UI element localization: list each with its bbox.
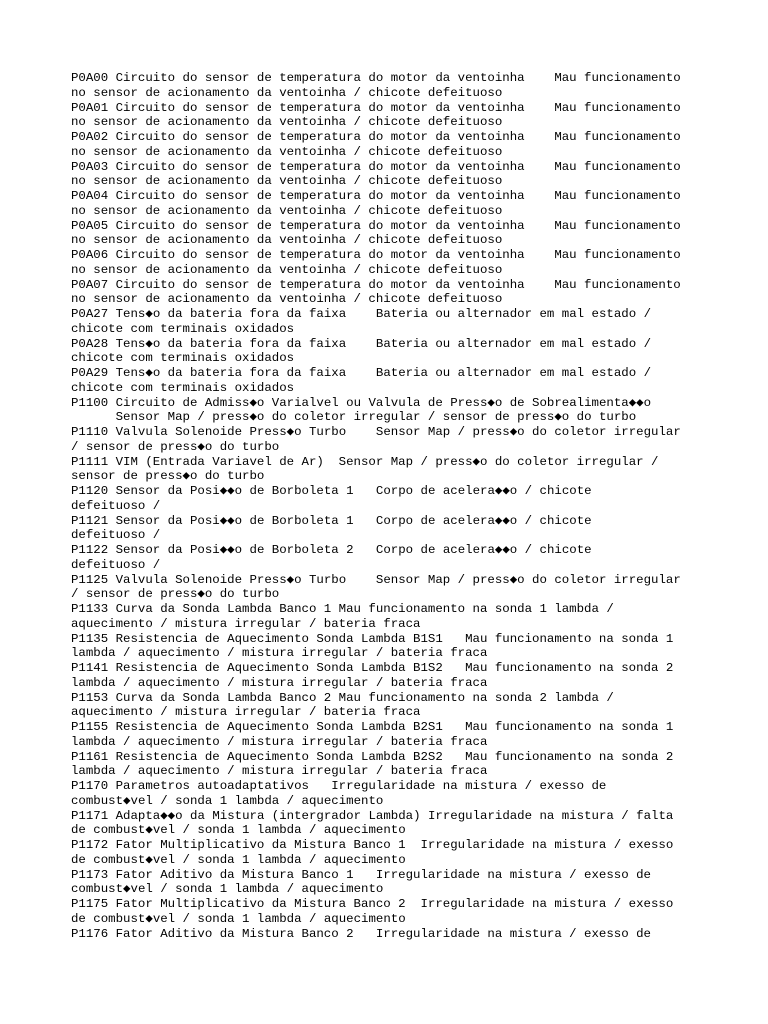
text-line: P1153 Curva da Sonda Lambda Banco 2 Mau funcionamento na sonda 2 lambda / — [71, 690, 614, 705]
text-line: P0A27 Tens◆o da bateria fora da faixa Bateria ou alternador em mal estado / — [71, 307, 652, 321]
text-line: defeituoso / — [71, 557, 161, 572]
text-line: lambda / aquecimento / mistura irregular / bateria fraca — [71, 734, 488, 749]
text-line: / sensor de press◆o do turbo — [71, 587, 280, 602]
text-line: P1111 VIM (Entrada Variavel de Ar) Sensor Map / press◆o do coletor irregular / — [71, 454, 659, 469]
text-line: P0A02 Circuito do sensor de temperatura do motor da ventoinha Mau funcionamento — [71, 130, 681, 144]
text-line: lambda / aquecimento / mistura irregular / bateria fraca — [71, 646, 488, 661]
text-line: Sensor Map / press◆o do coletor irregular / sensor de press◆o do turbo — [71, 410, 637, 425]
text-line: P0A06 Circuito do sensor de temperatura do motor da ventoinha Mau funcionamento — [71, 248, 681, 262]
text-line: P0A05 Circuito do sensor de temperatura do motor da ventoinha Mau funcionamento — [71, 218, 681, 233]
text-line: P0A00 Circuito do sensor de temperatura do motor da ventoinha Mau funcionamento — [71, 71, 681, 85]
text-line: P1161 Resistencia de Aquecimento Sonda Lambda B2S2 Mau funcionamento na sonda 2 — [71, 749, 674, 764]
text-line: P1133 Curva da Sonda Lambda Banco 1 Mau funcionamento na sonda 1 lambda / — [71, 602, 614, 616]
text-line: no sensor de acionamento da ventoinha / chicote defeituoso — [71, 262, 503, 277]
text-line: P1100 Circuito de Admiss◆o Varialvel ou Valvula de Press◆o de Sobrealimenta◆◆o — [71, 395, 652, 410]
text-line: P1171 Adapta◆◆o da Mistura (intergrador Lambda) Irregularidade na mistura / falta — [71, 808, 674, 823]
text-line: no sensor de acionamento da ventoinha / chicote defeituoso — [71, 144, 503, 159]
text-line: de combust◆vel / sonda 1 lambda / aquecimento — [71, 911, 406, 926]
text-line: defeituoso / — [71, 528, 161, 543]
text-line: no sensor de acionamento da ventoinha / chicote defeituoso — [71, 115, 503, 130]
text-line: chicote com terminais oxidados — [71, 380, 295, 395]
text-line: P1121 Sensor da Posi◆◆o de Borboleta 1 Corpo de acelera◆◆o / chicote — [71, 513, 592, 528]
text-line: P1173 Fator Aditivo da Mistura Banco 1 Irregularidade na mistura / exesso de — [71, 867, 651, 882]
text-line: P0A29 Tens◆o da bateria fora da faixa Bateria ou alternador em mal estado / — [71, 366, 652, 380]
text-line: P1172 Fator Multiplicativo da Mistura Banco 1 Irregularidade na mistura / exesso — [71, 838, 674, 852]
text-line: P1175 Fator Multiplicativo da Mistura Banco 2 Irregularidade na mistura / exesso — [71, 897, 674, 911]
text-line: P1120 Sensor da Posi◆◆o de Borboleta 1 Corpo de acelera◆◆o / chicote — [71, 484, 592, 498]
text-line: P0A01 Circuito do sensor de temperatura do motor da ventoinha Mau funcionamento — [71, 100, 681, 115]
text-line: / sensor de press◆o do turbo — [71, 439, 280, 454]
text-line: combust◆vel / sonda 1 lambda / aquecimento — [71, 882, 384, 897]
text-line: lambda / aquecimento / mistura irregular / bateria fraca — [71, 764, 488, 779]
text-line: sensor de press◆o do turbo — [71, 469, 265, 484]
document-page — [71, 71, 711, 941]
text-line: no sensor de acionamento da ventoinha / chicote defeituoso — [71, 292, 503, 307]
text-line: chicote com terminais oxidados — [71, 321, 295, 336]
text-line: P1135 Resistencia de Aquecimento Sonda Lambda B1S1 Mau funcionamento na sonda 1 — [71, 631, 674, 646]
text-line: no sensor de acionamento da ventoinha / chicote defeituoso — [71, 233, 503, 248]
text-line: P0A03 Circuito do sensor de temperatura do motor da ventoinha Mau funcionamento — [71, 159, 681, 174]
text-line: P1170 Parametros autoadaptativos Irregularidade na mistura / exesso de — [71, 779, 607, 793]
text-line: no sensor de acionamento da ventoinha / chicote defeituoso — [71, 174, 503, 189]
text-line: de combust◆vel / sonda 1 lambda / aquecimento — [71, 852, 406, 867]
text-line: P1155 Resistencia de Aquecimento Sonda Lambda B2S1 Mau funcionamento na sonda 1 — [71, 720, 674, 734]
text-line: aquecimento / mistura irregular / bateria fraca — [71, 705, 421, 720]
text-line: combust◆vel / sonda 1 lambda / aquecimento — [71, 793, 384, 808]
text-line: chicote com terminais oxidados — [71, 351, 295, 366]
text-line: P0A07 Circuito do sensor de temperatura do motor da ventoinha Mau funcionamento — [71, 277, 681, 292]
text-line: defeituoso / — [71, 498, 161, 513]
text-line: P0A28 Tens◆o da bateria fora da faixa Bateria ou alternador em mal estado / — [71, 336, 652, 351]
text-line: aquecimento / mistura irregular / bateria fraca — [71, 616, 421, 631]
text-line: lambda / aquecimento / mistura irregular / bateria fraca — [71, 675, 488, 690]
text-line: no sensor de acionamento da ventoinha / chicote defeituoso — [71, 85, 503, 100]
text-line: no sensor de acionamento da ventoinha / chicote defeituoso — [71, 203, 503, 218]
text-line: P1110 Valvula Solenoide Press◆o Turbo Sensor Map / press◆o do coletor irregular — [71, 425, 681, 439]
text-line: P0A04 Circuito do sensor de temperatura do motor da ventoinha Mau funcionamento — [71, 189, 681, 203]
text-line: P1122 Sensor da Posi◆◆o de Borboleta 2 Corpo de acelera◆◆o / chicote — [71, 543, 592, 557]
text-line: P1141 Resistencia de Aquecimento Sonda Lambda B1S2 Mau funcionamento na sonda 2 — [71, 661, 674, 675]
text-line: P1125 Valvula Solenoide Press◆o Turbo Sensor Map / press◆o do coletor irregular — [71, 572, 681, 587]
text-line: de combust◆vel / sonda 1 lambda / aquecimento — [71, 823, 406, 838]
text-line: P1176 Fator Aditivo da Mistura Banco 2 Irregularidade na mistura / exesso de — [71, 926, 651, 941]
